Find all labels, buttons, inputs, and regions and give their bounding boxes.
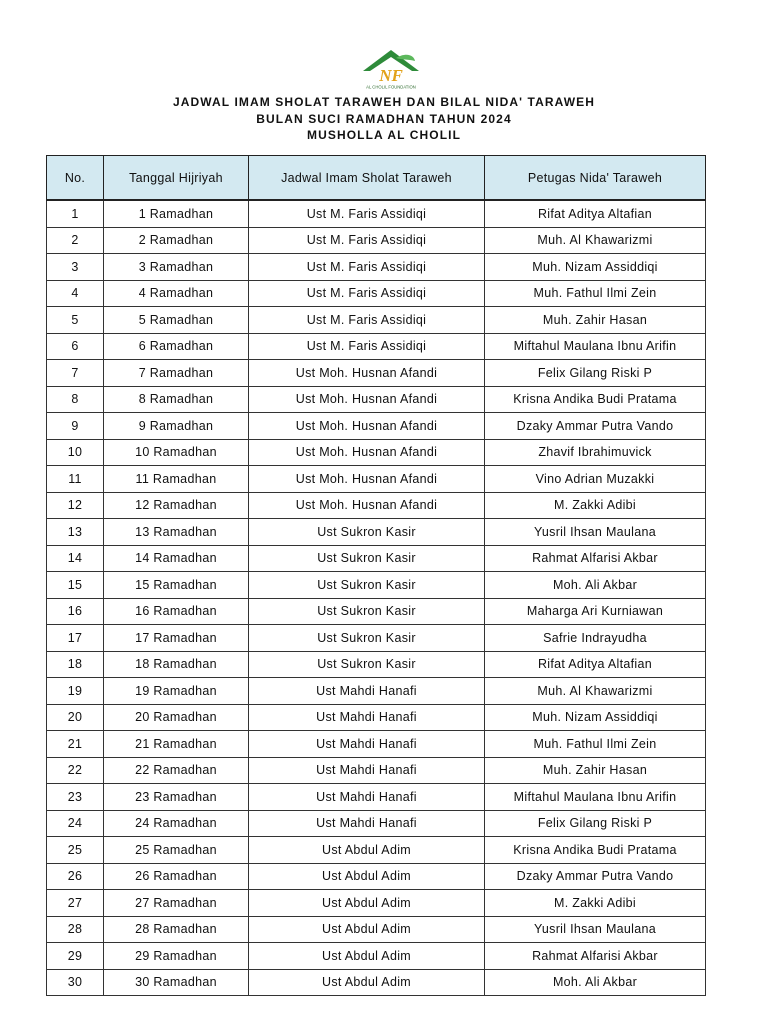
bilal-name: Krisna Andika Budi Pratama xyxy=(485,386,706,413)
imam-name: Ust M. Faris Assidiqi xyxy=(249,280,485,307)
hijri-date: 30 Ramadhan xyxy=(104,969,249,996)
table-row xyxy=(47,519,706,546)
row-number: 28 xyxy=(47,916,104,943)
row-number: 26 xyxy=(47,863,104,890)
table-row xyxy=(47,810,706,837)
imam-name: Ust Sukron Kasir xyxy=(249,651,485,678)
bilal-name: Felix Gilang Riski P xyxy=(485,360,706,387)
document-header xyxy=(0,94,768,144)
hijri-date: 21 Ramadhan xyxy=(104,731,249,758)
imam-name: Ust Sukron Kasir xyxy=(249,519,485,546)
bilal-name: M. Zakki Adibi xyxy=(485,492,706,519)
hijri-date: 28 Ramadhan xyxy=(104,916,249,943)
hijri-date: 10 Ramadhan xyxy=(104,439,249,466)
hijri-date: 12 Ramadhan xyxy=(104,492,249,519)
table-row xyxy=(47,545,706,572)
table-row xyxy=(47,307,706,334)
row-number: 14 xyxy=(47,545,104,572)
table-row xyxy=(47,572,706,599)
table-row xyxy=(47,386,706,413)
bilal-name: Dzaky Ammar Putra Vando xyxy=(485,863,706,890)
table-row xyxy=(47,651,706,678)
table-row xyxy=(47,492,706,519)
imam-name: Ust Abdul Adim xyxy=(249,916,485,943)
table-row xyxy=(47,704,706,731)
bilal-name: Miftahul Maulana Ibnu Arifin xyxy=(485,333,706,360)
table-row xyxy=(47,678,706,705)
row-number: 1 xyxy=(47,200,104,227)
hijri-date: 15 Ramadhan xyxy=(104,572,249,599)
row-number: 23 xyxy=(47,784,104,811)
imam-name: Ust M. Faris Assidiqi xyxy=(249,254,485,281)
bilal-name: Krisna Andika Budi Pratama xyxy=(485,837,706,864)
imam-name: Ust Sukron Kasir xyxy=(249,572,485,599)
row-number: 30 xyxy=(47,969,104,996)
imam-name: Ust Moh. Husnan Afandi xyxy=(249,360,485,387)
bilal-name: Miftahul Maulana Ibnu Arifin xyxy=(485,784,706,811)
table-row xyxy=(47,466,706,493)
bilal-name: Muh. Fathul Ilmi Zein xyxy=(485,280,706,307)
table-row xyxy=(47,598,706,625)
imam-name: Ust Mahdi Hanafi xyxy=(249,784,485,811)
hijri-date: 18 Ramadhan xyxy=(104,651,249,678)
imam-name: Ust Moh. Husnan Afandi xyxy=(249,439,485,466)
imam-name: Ust Mahdi Hanafi xyxy=(249,757,485,784)
bilal-name: Maharga Ari Kurniawan xyxy=(485,598,706,625)
bilal-name: Muh. Nizam Assiddiqi xyxy=(485,704,706,731)
imam-name: Ust Abdul Adim xyxy=(249,837,485,864)
row-number: 21 xyxy=(47,731,104,758)
hijri-date: 13 Ramadhan xyxy=(104,519,249,546)
row-number: 19 xyxy=(47,678,104,705)
imam-name: Ust Sukron Kasir xyxy=(249,598,485,625)
bilal-name: Rahmat Alfarisi Akbar xyxy=(485,943,706,970)
table-row xyxy=(47,837,706,864)
row-number: 10 xyxy=(47,439,104,466)
title-line-1: JADWAL IMAM SHOLAT TARAWEH DAN BILAL NIDA' TARAWEH xyxy=(172,95,596,109)
bilal-name: Dzaky Ammar Putra Vando xyxy=(485,413,706,440)
bilal-name: Moh. Ali Akbar xyxy=(485,969,706,996)
imam-name: Ust Abdul Adim xyxy=(249,943,485,970)
hijri-date: 27 Ramadhan xyxy=(104,890,249,917)
hijri-date: 17 Ramadhan xyxy=(104,625,249,652)
bilal-name: Muh. Zahir Hasan xyxy=(485,307,706,334)
row-number: 15 xyxy=(47,572,104,599)
imam-name: Ust Abdul Adim xyxy=(249,863,485,890)
hijri-date: 23 Ramadhan xyxy=(104,784,249,811)
hijri-date: 29 Ramadhan xyxy=(104,943,249,970)
imam-name: Ust Moh. Husnan Afandi xyxy=(249,413,485,440)
imam-name: Ust Abdul Adim xyxy=(249,969,485,996)
imam-name: Ust Mahdi Hanafi xyxy=(249,731,485,758)
row-number: 20 xyxy=(47,704,104,731)
table-row xyxy=(47,625,706,652)
hijri-date: 3 Ramadhan xyxy=(104,254,249,281)
imam-name: Ust Moh. Husnan Afandi xyxy=(249,492,485,519)
bilal-name: Muh. Fathul Ilmi Zein xyxy=(485,731,706,758)
hijri-date: 22 Ramadhan xyxy=(104,757,249,784)
row-number: 4 xyxy=(47,280,104,307)
table-row xyxy=(47,439,706,466)
hijri-date: 5 Ramadhan xyxy=(104,307,249,334)
hijri-date: 4 Ramadhan xyxy=(104,280,249,307)
row-number: 7 xyxy=(47,360,104,387)
imam-name: Ust Sukron Kasir xyxy=(249,545,485,572)
imam-name: Ust M. Faris Assidiqi xyxy=(249,333,485,360)
schedule-table xyxy=(46,155,706,996)
table-row xyxy=(47,280,706,307)
column-header-date: Tanggal Hijriyah xyxy=(104,156,249,201)
bilal-name: Felix Gilang Riski P xyxy=(485,810,706,837)
imam-name: Ust Moh. Husnan Afandi xyxy=(249,466,485,493)
table-row xyxy=(47,360,706,387)
bilal-name: Yusril Ihsan Maulana xyxy=(485,916,706,943)
bilal-name: M. Zakki Adibi xyxy=(485,890,706,917)
hijri-date: 14 Ramadhan xyxy=(104,545,249,572)
bilal-name: Rahmat Alfarisi Akbar xyxy=(485,545,706,572)
imam-name: Ust M. Faris Assidiqi xyxy=(249,307,485,334)
imam-name: Ust Sukron Kasir xyxy=(249,625,485,652)
table-row xyxy=(47,969,706,996)
row-number: 9 xyxy=(47,413,104,440)
table-row xyxy=(47,916,706,943)
row-number: 24 xyxy=(47,810,104,837)
bilal-name: Rifat Aditya Altafian xyxy=(485,651,706,678)
hijri-date: 16 Ramadhan xyxy=(104,598,249,625)
imam-name: Ust Mahdi Hanafi xyxy=(249,678,485,705)
row-number: 29 xyxy=(47,943,104,970)
imam-name: Ust Mahdi Hanafi xyxy=(249,810,485,837)
row-number: 11 xyxy=(47,466,104,493)
hijri-date: 1 Ramadhan xyxy=(104,200,249,227)
imam-name: Ust Mahdi Hanafi xyxy=(249,704,485,731)
hijri-date: 6 Ramadhan xyxy=(104,333,249,360)
bilal-name: Muh. Zahir Hasan xyxy=(485,757,706,784)
table-row xyxy=(47,333,706,360)
table-body xyxy=(47,200,706,996)
row-number: 13 xyxy=(47,519,104,546)
hijri-date: 9 Ramadhan xyxy=(104,413,249,440)
row-number: 27 xyxy=(47,890,104,917)
hijri-date: 19 Ramadhan xyxy=(104,678,249,705)
foundation-logo-icon xyxy=(360,47,422,91)
hijri-date: 2 Ramadhan xyxy=(104,227,249,254)
row-number: 3 xyxy=(47,254,104,281)
table-row xyxy=(47,731,706,758)
table-header-row xyxy=(47,156,706,201)
imam-name: Ust Abdul Adim xyxy=(249,890,485,917)
column-header-bilal: Petugas Nida' Taraweh xyxy=(485,156,706,201)
table-row xyxy=(47,757,706,784)
bilal-name: Moh. Ali Akbar xyxy=(485,572,706,599)
column-header-no: No. xyxy=(47,156,104,201)
row-number: 5 xyxy=(47,307,104,334)
title-line-3: MUSHOLLA AL CHOLIL xyxy=(306,128,461,142)
bilal-name: Muh. Al Khawarizmi xyxy=(485,678,706,705)
row-number: 16 xyxy=(47,598,104,625)
bilal-name: Yusril Ihsan Maulana xyxy=(485,519,706,546)
row-number: 18 xyxy=(47,651,104,678)
row-number: 8 xyxy=(47,386,104,413)
column-header-imam: Jadwal Imam Sholat Taraweh xyxy=(249,156,485,201)
row-number: 6 xyxy=(47,333,104,360)
row-number: 2 xyxy=(47,227,104,254)
bilal-name: Muh. Al Khawarizmi xyxy=(485,227,706,254)
hijri-date: 20 Ramadhan xyxy=(104,704,249,731)
hijri-date: 7 Ramadhan xyxy=(104,360,249,387)
title-line-2: BULAN SUCI RAMADHAN TAHUN 2024 xyxy=(256,111,512,126)
table-row xyxy=(47,863,706,890)
row-number: 12 xyxy=(47,492,104,519)
bilal-name: Muh. Nizam Assiddiqi xyxy=(485,254,706,281)
bilal-name: Zhavif Ibrahimuvick xyxy=(485,439,706,466)
imam-name: Ust Moh. Husnan Afandi xyxy=(249,386,485,413)
table-row xyxy=(47,200,706,227)
table-row xyxy=(47,784,706,811)
imam-name: Ust M. Faris Assidiqi xyxy=(249,227,485,254)
svg-text:NF: NF xyxy=(379,66,403,85)
table-row xyxy=(47,227,706,254)
hijri-date: 24 Ramadhan xyxy=(104,810,249,837)
table-row xyxy=(47,890,706,917)
table-row xyxy=(47,413,706,440)
row-number: 17 xyxy=(47,625,104,652)
bilal-name: Safrie Indrayudha xyxy=(485,625,706,652)
hijri-date: 11 Ramadhan xyxy=(104,466,249,493)
row-number: 22 xyxy=(47,757,104,784)
bilal-name: Vino Adrian Muzakki xyxy=(485,466,706,493)
hijri-date: 25 Ramadhan xyxy=(104,837,249,864)
bilal-name: Rifat Aditya Altafian xyxy=(485,200,706,227)
table-row xyxy=(47,254,706,281)
svg-text:AL CHOLIL FOUNDATION: AL CHOLIL FOUNDATION xyxy=(366,84,416,90)
hijri-date: 8 Ramadhan xyxy=(104,386,249,413)
hijri-date: 26 Ramadhan xyxy=(104,863,249,890)
imam-name: Ust M. Faris Assidiqi xyxy=(249,200,485,227)
row-number: 25 xyxy=(47,837,104,864)
table-row xyxy=(47,943,706,970)
